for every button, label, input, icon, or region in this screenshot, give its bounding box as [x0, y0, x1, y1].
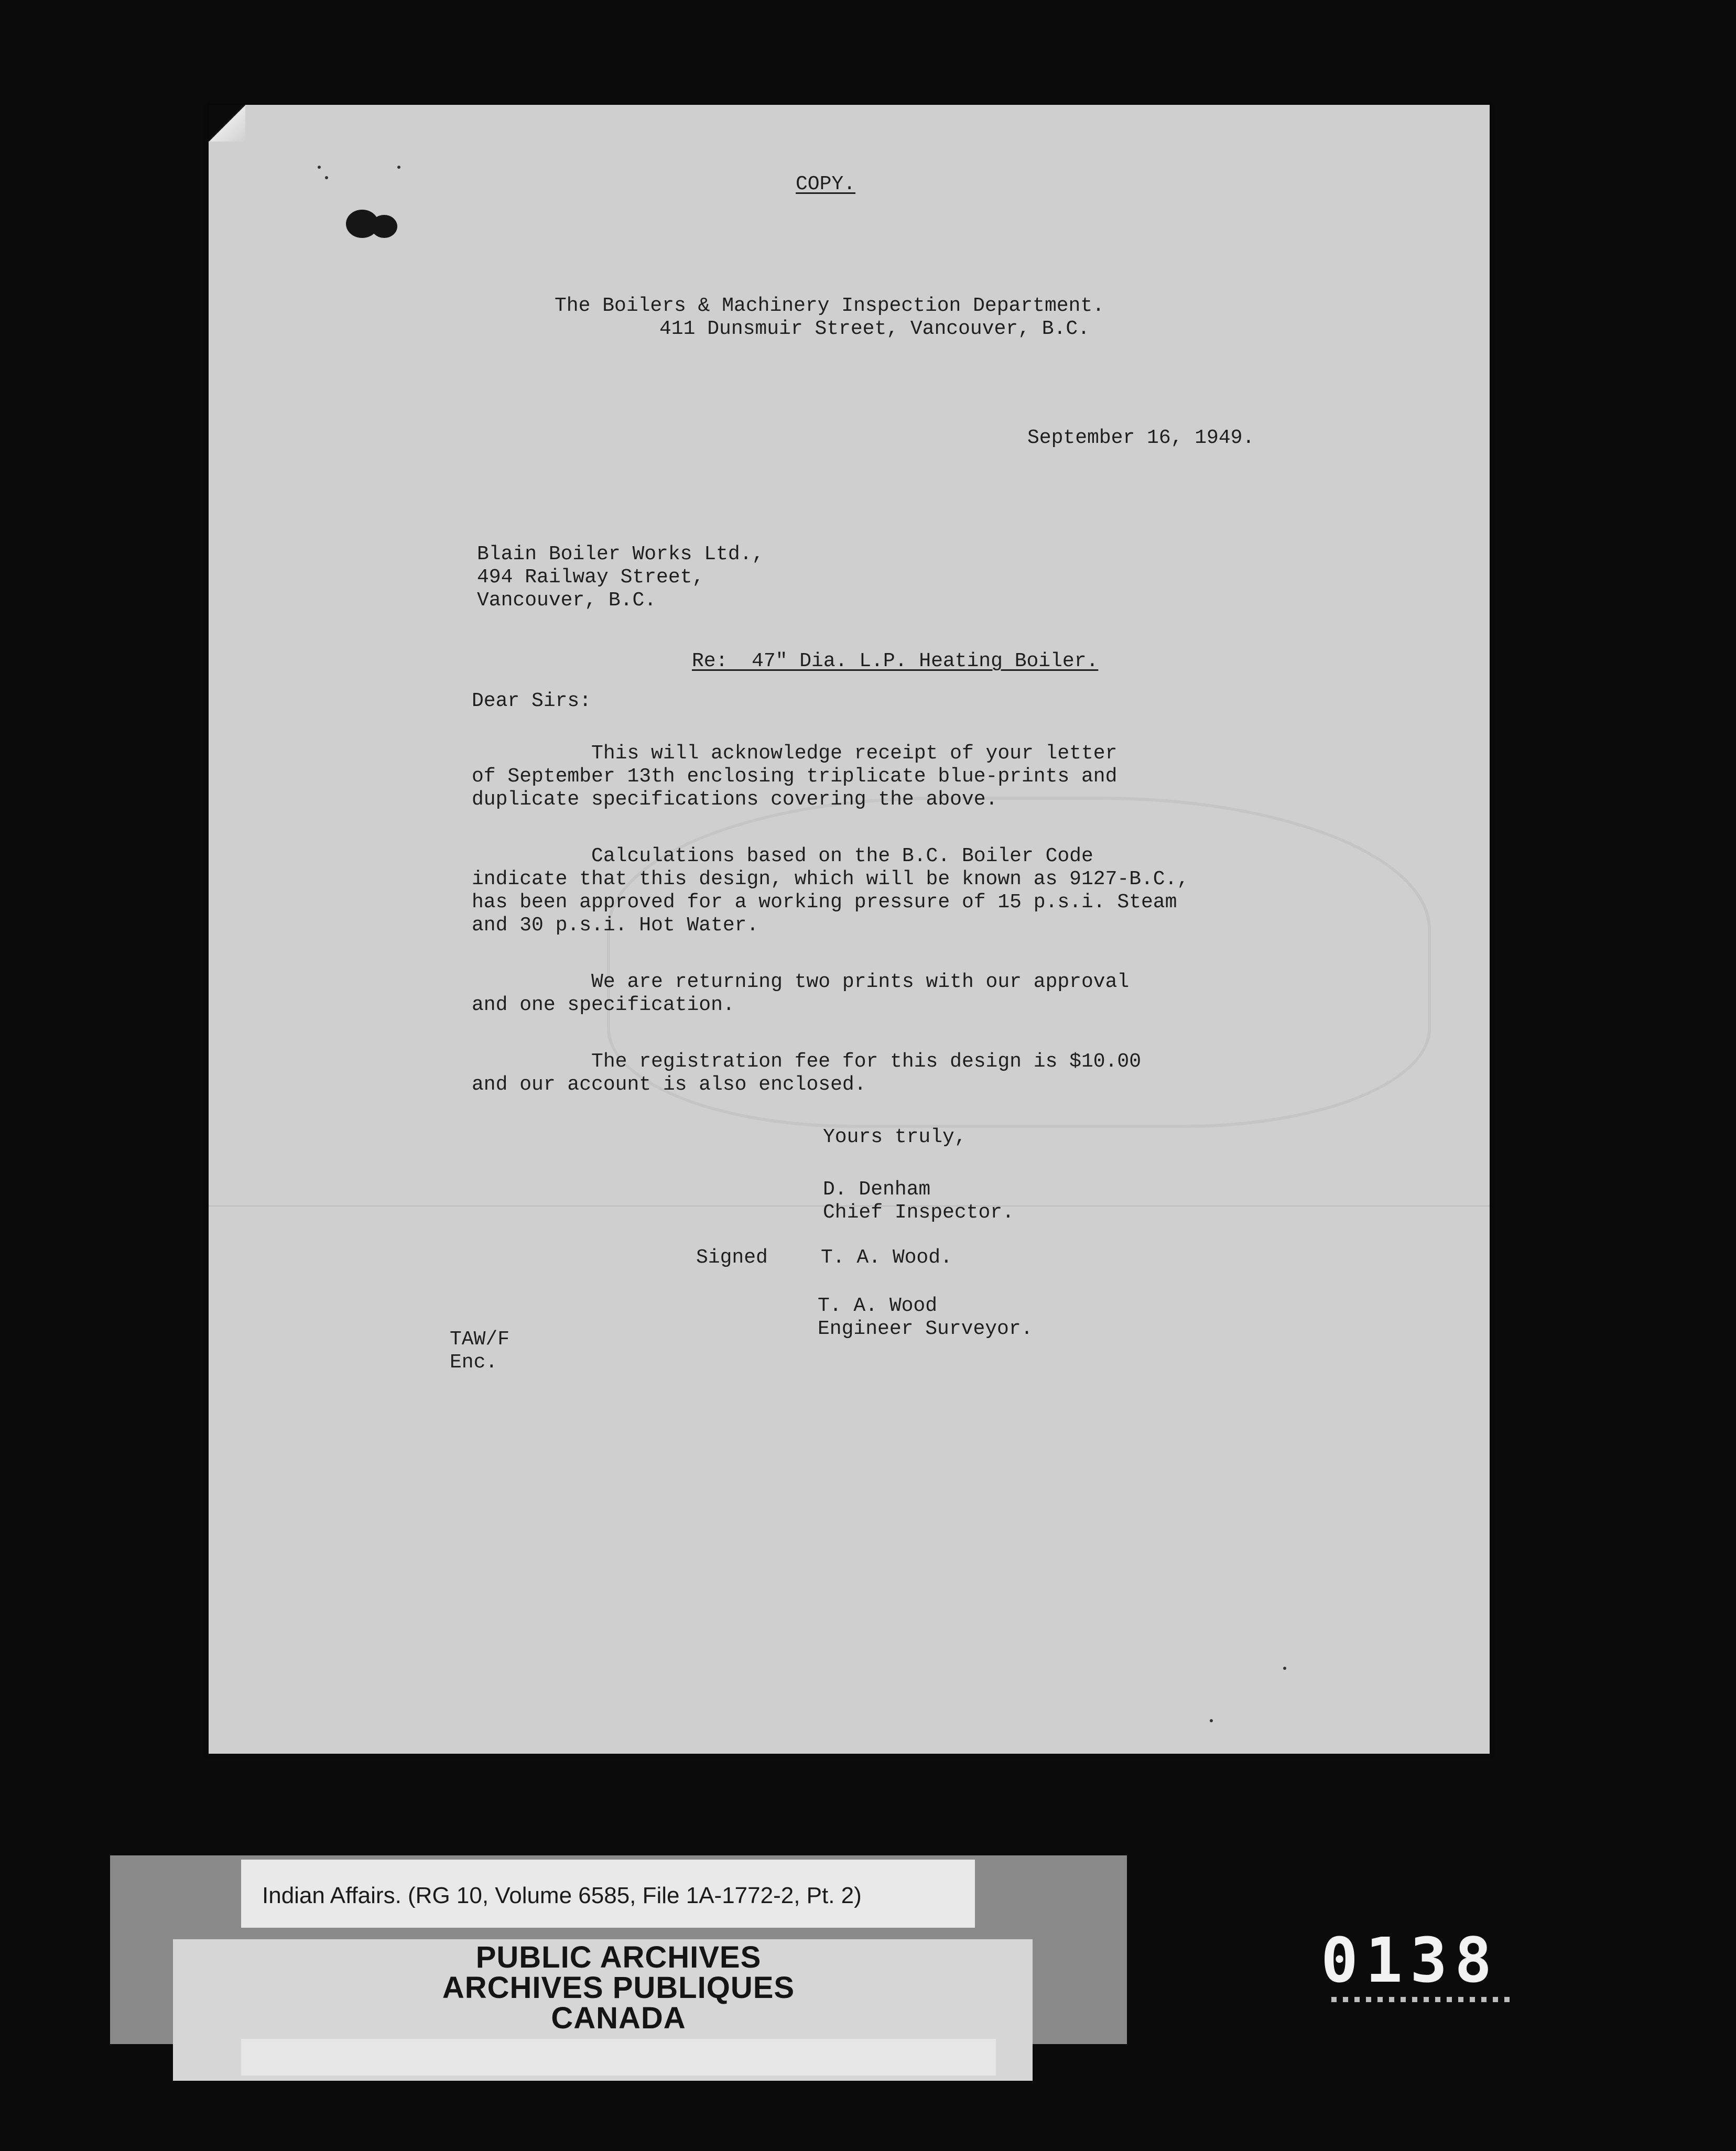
enclosure-note: Enc. — [450, 1351, 498, 1374]
paragraph-line: has been approved for a working pressure of 15 p.s.i. Steam — [472, 891, 1177, 914]
paragraph-line: and our account is also enclosed. — [472, 1073, 866, 1096]
speck — [1283, 1667, 1286, 1670]
recipient-line: Blain Boiler Works Ltd., — [477, 543, 764, 566]
archive-label-tail — [241, 2039, 996, 2076]
closing: Yours truly, — [823, 1126, 967, 1148]
paragraph-line: of September 13th enclosing triplicate blue-prints and — [472, 765, 1117, 788]
recipient-line: Vancouver, B.C. — [477, 589, 657, 612]
sender-name: The Boilers & Machinery Inspection Department. — [555, 295, 1104, 317]
letter-page — [209, 105, 1490, 1754]
sender-address: 411 Dunsmuir Street, Vancouver, B.C. — [659, 318, 1090, 340]
signed-name: T. A. Wood. — [821, 1246, 952, 1269]
archive-reference: Indian Affairs. (RG 10, Volume 6585, File 1A-1772-2, Pt. 2) — [262, 1883, 862, 1908]
speck — [1210, 1719, 1213, 1722]
speck — [397, 166, 400, 169]
speck — [325, 176, 328, 179]
paragraph-line: We are returning two prints with our approval — [472, 971, 1130, 993]
speck — [318, 166, 321, 169]
paragraph-line: and 30 p.s.i. Hot Water. — [472, 914, 759, 937]
paragraph-line: The registration fee for this design is $10.00 — [472, 1050, 1142, 1073]
surveyor-name: T. A. Wood — [818, 1295, 938, 1317]
typist-initials: TAW/F — [450, 1328, 510, 1351]
paragraph-line: indicate that this design, which will be known as 9127-B.C., — [472, 868, 1189, 890]
frame-number: 0138 — [1321, 1924, 1500, 1996]
salutation: Dear Sirs: — [472, 690, 592, 712]
surveyor-title: Engineer Surveyor. — [818, 1318, 1033, 1340]
archive-name-line: ARCHIVES PUBLIQUES — [442, 1971, 795, 2005]
film-sprocket-marks — [1331, 1997, 1510, 2002]
archive-name-line: PUBLIC ARCHIVES — [475, 1940, 762, 1974]
chief-title: Chief Inspector. — [823, 1201, 1014, 1224]
paragraph-line: and one specification. — [472, 994, 735, 1016]
chief-name: D. Denham — [823, 1178, 931, 1201]
signed-label: Signed — [696, 1246, 768, 1269]
paragraph-line: duplicate specifications covering the above. — [472, 788, 998, 811]
paragraph-line: This will acknowledge receipt of your letter — [472, 742, 1117, 765]
recipient-line: 494 Railway Street, — [477, 566, 704, 589]
subject-line: Re: 47" Dia. L.P. Heating Boiler. — [692, 650, 1099, 672]
folded-corner — [209, 105, 245, 142]
letter-date: September 16, 1949. — [1027, 427, 1255, 449]
ink-blot — [371, 215, 397, 238]
archive-name-line: CANADA — [551, 2001, 686, 2035]
paragraph-line: Calculations based on the B.C. Boiler Code — [472, 845, 1093, 867]
copy-heading: COPY. — [796, 173, 856, 195]
